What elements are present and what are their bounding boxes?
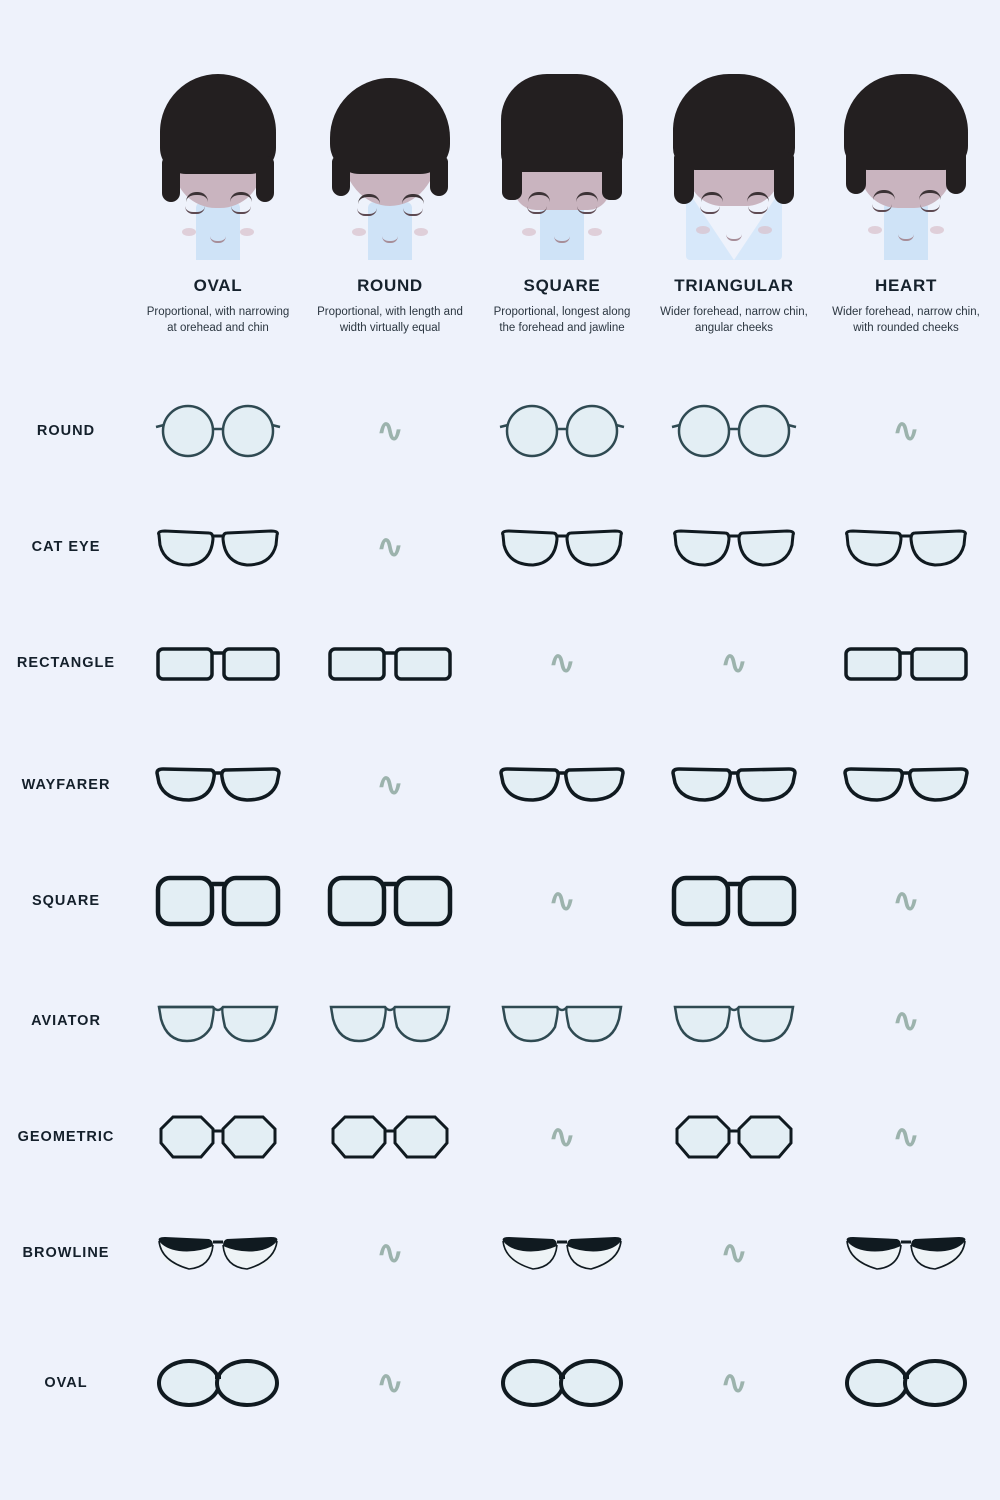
not-recommended-icon: ∿	[719, 643, 749, 683]
face-illustration-triangular	[648, 60, 820, 260]
glasses-aviator	[325, 993, 455, 1049]
face-name-triangular: TRIANGULAR	[674, 276, 794, 295]
cell-cateye-triangular	[648, 488, 820, 606]
face-column-square	[476, 60, 648, 370]
glasses-cat-eye	[841, 519, 971, 575]
glasses-oval	[841, 1355, 971, 1411]
cell-oval-heart	[820, 1324, 992, 1442]
glasses-rectangle	[841, 637, 971, 689]
glasses-geometric	[325, 1109, 455, 1165]
not-recommended-icon: ∿	[719, 1363, 749, 1403]
glasses-wayfarer	[153, 759, 283, 811]
cell-browline-heart	[820, 1194, 992, 1312]
glasses-oval	[497, 1355, 627, 1411]
cell-rectangle-triangular	[648, 604, 820, 722]
glasses-browline	[153, 1227, 283, 1279]
glasses-aviator	[497, 993, 627, 1049]
glasses-wayfarer	[497, 759, 627, 811]
face-illustration-heart	[820, 60, 992, 260]
face-illustration-round	[304, 60, 476, 260]
cell-aviator-heart	[820, 962, 992, 1080]
table-row	[0, 1078, 1000, 1196]
row-label-cat-eye: CAT EYE	[31, 539, 101, 555]
cell-round-oval	[132, 372, 304, 490]
table-row	[0, 726, 1000, 844]
face-desc-square: Proportional, longest along the forehead and jawline	[493, 306, 631, 335]
glasses-wayfarer	[841, 759, 971, 811]
not-recommended-icon: ∿	[891, 1117, 921, 1157]
glasses-browline	[497, 1227, 627, 1279]
face-column-triangular	[648, 60, 820, 370]
glasses-rectangle	[153, 637, 283, 689]
glasses-round	[497, 401, 627, 461]
not-recommended-icon: ∿	[891, 881, 921, 921]
cell-cateye-square	[476, 488, 648, 606]
cell-oval-triangular	[648, 1324, 820, 1442]
cell-wayfarer-heart	[820, 726, 992, 844]
cell-aviator-round	[304, 962, 476, 1080]
cell-wayfarer-round	[304, 726, 476, 844]
face-name-oval: OVAL	[193, 276, 243, 295]
glasses-round	[669, 401, 799, 461]
cell-square-square	[476, 842, 648, 960]
table-row	[0, 372, 1000, 490]
cell-geometric-triangular	[648, 1078, 820, 1196]
row-label-square: SQUARE	[31, 893, 101, 909]
cell-round-heart	[820, 372, 992, 490]
glasses-geometric	[153, 1109, 283, 1165]
not-recommended-icon: ∿	[891, 1001, 921, 1041]
face-name-heart: HEART	[874, 276, 938, 295]
cell-browline-oval	[132, 1194, 304, 1312]
table-row	[0, 1324, 1000, 1442]
glasses-cat-eye	[497, 519, 627, 575]
not-recommended-icon: ∿	[719, 1233, 749, 1273]
glasses-cat-eye	[153, 519, 283, 575]
face-shapes-header	[0, 60, 1000, 370]
not-recommended-icon: ∿	[891, 411, 921, 451]
cell-browline-round	[304, 1194, 476, 1312]
cell-round-round	[304, 372, 476, 490]
table-row	[0, 1194, 1000, 1312]
cell-aviator-triangular	[648, 962, 820, 1080]
cell-rectangle-heart	[820, 604, 992, 722]
cell-geometric-heart	[820, 1078, 992, 1196]
glasses-rectangle	[325, 637, 455, 689]
cell-square-round	[304, 842, 476, 960]
cell-browline-square	[476, 1194, 648, 1312]
glasses-geometric	[669, 1109, 799, 1165]
glasses-browline	[841, 1227, 971, 1279]
row-label-browline: BROWLINE	[22, 1245, 110, 1261]
not-recommended-icon: ∿	[375, 411, 405, 451]
cell-round-square	[476, 372, 648, 490]
cell-oval-square	[476, 1324, 648, 1442]
row-label-wayfarer: WAYFARER	[21, 777, 111, 793]
row-label-aviator: AVIATOR	[31, 1013, 101, 1029]
cell-browline-triangular	[648, 1194, 820, 1312]
face-name-round: ROUND	[357, 276, 423, 295]
cell-wayfarer-oval	[132, 726, 304, 844]
glasses-square	[325, 870, 455, 932]
glasses-oval	[153, 1355, 283, 1411]
row-label-round: ROUND	[36, 423, 96, 439]
face-illustration-square	[476, 60, 648, 260]
glasses-aviator	[669, 993, 799, 1049]
cell-round-triangular	[648, 372, 820, 490]
not-recommended-icon: ∿	[547, 881, 577, 921]
row-label-oval: OVAL	[44, 1375, 88, 1391]
face-column-heart	[820, 60, 992, 370]
table-row	[0, 842, 1000, 960]
face-desc-oval: Proportional, with narrowing at orehead and chin	[146, 306, 290, 335]
cell-wayfarer-square	[476, 726, 648, 844]
cell-square-oval	[132, 842, 304, 960]
row-label-rectangle: RECTANGLE	[16, 655, 116, 671]
cell-square-heart	[820, 842, 992, 960]
face-desc-triangular: Wider forehead, narrow chin, angular cheeks	[660, 306, 808, 335]
cell-aviator-oval	[132, 962, 304, 1080]
face-illustration-oval	[132, 60, 304, 260]
cell-wayfarer-triangular	[648, 726, 820, 844]
glasses-square	[669, 870, 799, 932]
cell-rectangle-round	[304, 604, 476, 722]
not-recommended-icon: ∿	[375, 527, 405, 567]
face-desc-round: Proportional, with length and width virtually equal	[317, 306, 463, 335]
glasses-square	[153, 870, 283, 932]
cell-rectangle-square	[476, 604, 648, 722]
table-row	[0, 488, 1000, 606]
cell-oval-round	[304, 1324, 476, 1442]
not-recommended-icon: ∿	[547, 643, 577, 683]
table-row	[0, 962, 1000, 1080]
not-recommended-icon: ∿	[375, 1363, 405, 1403]
cell-geometric-round	[304, 1078, 476, 1196]
cell-geometric-oval	[132, 1078, 304, 1196]
cell-oval-oval	[132, 1324, 304, 1442]
table-row	[0, 604, 1000, 722]
cell-square-triangular	[648, 842, 820, 960]
cell-cateye-heart	[820, 488, 992, 606]
glasses-round	[153, 401, 283, 461]
face-column-round	[304, 60, 476, 370]
row-label-geometric: GEOMETRIC	[17, 1129, 115, 1145]
cell-rectangle-oval	[132, 604, 304, 722]
cell-geometric-square	[476, 1078, 648, 1196]
not-recommended-icon: ∿	[375, 765, 405, 805]
cell-aviator-square	[476, 962, 648, 1080]
glasses-aviator	[153, 993, 283, 1049]
not-recommended-icon: ∿	[375, 1233, 405, 1273]
face-column-oval	[132, 60, 304, 370]
cell-cateye-round	[304, 488, 476, 606]
face-desc-heart: Wider forehead, narrow chin, with rounded cheeks	[832, 306, 980, 335]
glasses-cat-eye	[669, 519, 799, 575]
face-name-square: SQUARE	[523, 276, 601, 295]
cell-cateye-oval	[132, 488, 304, 606]
not-recommended-icon: ∿	[547, 1117, 577, 1157]
glasses-wayfarer	[669, 759, 799, 811]
